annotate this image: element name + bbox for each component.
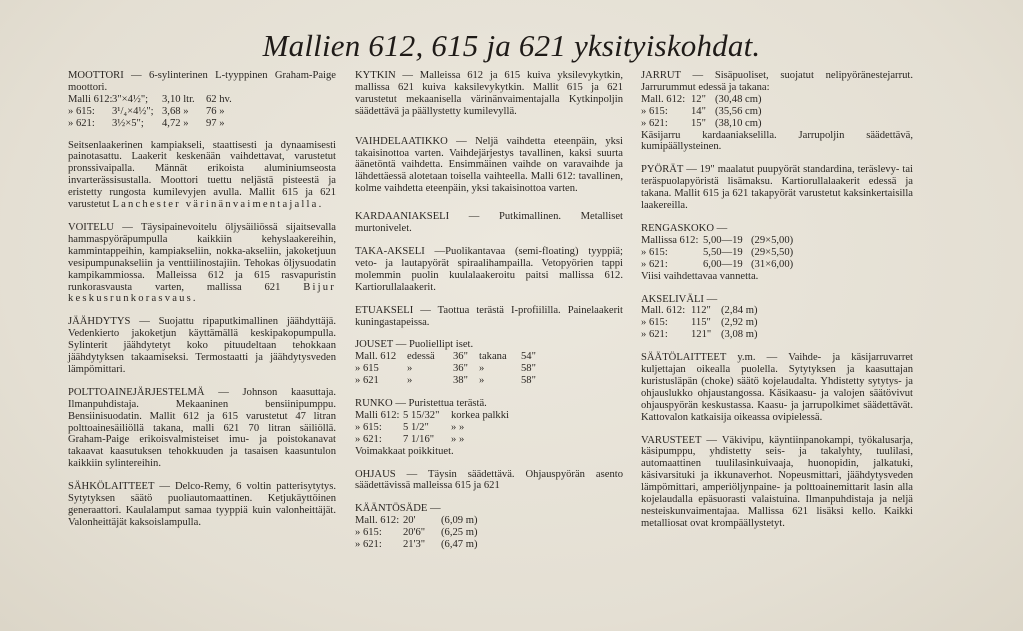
section-jaahdytys [68, 316, 336, 376]
engine-row [68, 106, 336, 118]
turning-metres: (6,25 m) [441, 527, 478, 539]
wheelbase-row [641, 329, 913, 341]
engine-displacement: 3,68 » [162, 105, 189, 117]
spring-front: 38" [453, 375, 468, 387]
brake-model: Mall. 612: [641, 93, 686, 105]
engine-bore-stroke: 3½×5"; [112, 117, 144, 129]
section-ohjaus [355, 469, 623, 493]
frame-row [355, 422, 623, 434]
spring-front: 36" [453, 351, 468, 363]
tyre-size: 5,50—19 [703, 246, 743, 258]
brake-inches: 15" [691, 117, 706, 129]
tyre-size-alt: (29×5,50) [751, 246, 794, 258]
taka-akseli-text: TAKA-AKSELI —Puolikantavaa (semi-floating) tyyppiä; veto- ja lautapyörät spiraalihampailla. Vetopyörien tappi molemmin puolin kuulalaakeroitu paitsi mallissa 612. Kartiorullalaakerit. [355, 245, 623, 293]
tyre-model: » 621: [641, 258, 668, 270]
section-rengaskoko [641, 223, 913, 283]
wheelbase-model: » 621: [641, 329, 668, 341]
engine-model: » 615: [68, 105, 95, 117]
wheelbase-metres: (3,08 m) [721, 329, 758, 341]
spring-row [355, 363, 623, 375]
wheelbase-row [641, 305, 913, 317]
moottori-lanchester: Lanchester värinänvaimentajalla. [112, 199, 324, 211]
section-runko [355, 398, 623, 458]
wheelbase-inches: 115" [691, 317, 711, 329]
brake-row [641, 94, 913, 106]
frame-height: 5 15/32" [403, 409, 440, 421]
column-left [68, 70, 336, 540]
turning-feet: 20'6" [403, 527, 426, 539]
frame-height: 5 1/2" [403, 421, 429, 433]
section-vaihdelaatikko [355, 136, 623, 196]
voitelu-bijur: Bijur keskusrunkorasvaus. [68, 281, 336, 305]
spring-front-label: » [407, 375, 413, 387]
varusteet-text: VARUSTEET — Väkivipu, käyntiinpanokampi, työkalusarja, käsipumppu, yhdistetty seis- ja takalyhty, tuulilasi, automaattinen tuulilasinkuivaaja, huonopidin, jalkatuki, käsivarsituki ja ikkunaverhot. Nopeusmittari, jäähdytysveden lämpömittari, amperiöljynpaine- ja polttoainemittarit lasin alla kojelaudalla epäsuorasti valaistuina. Ilmanpuhdistaja ja neljä nesteiskunvaimentajaa. Mallissa 621 lisäksi kello. Kaikki metalliosat ovat krompäällystetyt. [641, 434, 913, 529]
spring-model: » 621 [355, 375, 379, 387]
turning-feet: 21'3" [403, 539, 426, 551]
etuakseli-text: ETUAKSELI — Taottua terästä I-profiililla. Painelaakerit kuningastapeissa. [355, 304, 623, 328]
spring-model: » 615 [355, 363, 379, 375]
wheelbase-model: » 615: [641, 317, 668, 329]
wheelbase-inches: 112" [691, 305, 711, 317]
tyre-row [641, 247, 913, 259]
tyre-model: » 615: [641, 246, 668, 258]
moottori-body: Seitsenlaakerinen kampiakseli, staattisesti ja dynaamisesti painotasattu. Laakerit keskenään vaihdettavat, varustetut pronssivaipalla. Männät erikoista aluminiumseosta invarterässisustalla. Moottori tuettu neljästä pisteestä ja eristetty rungosta kumilevyjen avulla. Mallit 615 ja 621 varustetut [68, 139, 336, 211]
turning-model: » 621: [355, 539, 382, 551]
spring-front-label: edessä [407, 351, 435, 363]
brake-row [641, 106, 913, 118]
frame-type: » » [451, 421, 465, 433]
turning-row [355, 539, 623, 551]
frame-row [355, 410, 623, 422]
jouset-heading: JOUSET — Puoliellipt iset. [355, 339, 474, 351]
section-akselivali [641, 294, 913, 342]
brake-model: » 615: [641, 105, 668, 117]
turning-row [355, 527, 623, 539]
kardaani-text: KARDAANIAKSELI — Putkimallinen. Metalliset murtonivelet. [355, 211, 623, 235]
section-sahko [68, 481, 336, 529]
saatolaitteet-text: SÄÄTÖLAITTEET y.m. — Vaihde- ja käsijarruvarret kuljettajan oikealla puolella. Sytytyksen ja kaasuttajan kuristusläpän (choke) säätö kojelaudalta. Yhdistetty sytytys- ja ohjauslukko ohjaustangossa. Käsikaasu- ja valojen säätövivut ohjauspyörän keskustassa. Kaasu- ja jarrupolkimet säädettävät. Kattovalon katkaisija oikeassa ovipielessä. [641, 352, 913, 423]
turning-feet: 20' [403, 515, 416, 527]
kytkin-text: KYTKIN — Malleissa 612 ja 615 kuiva yksilevykytkin, mallissa 621 kuiva kaksilevykytkin. Mallit 615 ja 621 varustetut mekaanisella värinänvaimentajalla Kytkinpoljin säädettävä ja päällystetty kumilevyllä. [355, 70, 623, 117]
column-middle [355, 70, 623, 562]
spring-rear: 54" [521, 351, 536, 363]
engine-model: Malli 612: [68, 93, 113, 105]
engine-bore-stroke: 3¹/₄×4½"; [112, 105, 154, 117]
frame-row [355, 434, 623, 446]
frame-type: » » [451, 433, 465, 445]
brake-inches: 14" [691, 105, 706, 117]
turning-metres: (6,09 m) [441, 515, 478, 527]
frame-model: » 615: [355, 421, 382, 433]
brake-cm: (38,10 cm) [715, 117, 762, 129]
section-varusteet [641, 435, 913, 530]
polttoaine-text: POLTTOAINEJÄRJESTELMÄ — Johnson kaasuttaja. Ilmanpuhdistaja. Mekaaninen bensiinipumppu. Bensiinisuodatin. Mallit 612 ja 615 varustetut 47 litran polttoainesäiliöllä takana, malli 621 70 litran säiliöllä. Graham-Paige erikoisvalmisteiset imu- ja poistokanavat takaavat kaasutuksen tehokkuuden ja tasaisen kaasuntulon kaikkiin sylintereihin. [68, 386, 336, 470]
jarrut-text: JARRUT — Sisäpuoliset, suojatut nelipyöränestejarrut. Jarrurummut edessä ja takana: [641, 70, 913, 93]
page-title: Mallien 612, 615 ja 621 yksityiskohdat. [262, 28, 761, 63]
runko-foot: Voimakkaat poikkituet. [355, 445, 454, 457]
jarrut-foot: Käsijarru kardaaniakselilla. Jarrupoljin säädettävä, kumipäällysteinen. [641, 129, 913, 153]
pyorat-text: PYÖRÄT — 19" maalatut puupyörät standardina, teräslevy- tai teräspuolapyöristä lisämaksu. Kartiorullalaakerit edessä ja takana. Mallit 615 ja 621 takapyörät varustetut kaksinkertaisilla laakereilla. [641, 164, 913, 212]
brake-row [641, 118, 913, 130]
ohjaus-text: OHJAUS — Täysin säädettävä. Ohjauspyörän asento säädettävissä malleissa 615 ja 621 [355, 468, 623, 492]
spring-rear-label: » [479, 375, 485, 387]
section-kardaani [355, 211, 623, 235]
rengaskoko-heading: RENGASKOKO — [641, 222, 728, 234]
section-saatolaitteet [641, 352, 913, 423]
voitelu-body: VOITELU — Täysipainevoitelu öljysäiliössä sijaitsevalla hammaspyöräpumpulla kaikkiin kehyslaakereihin, kammintappeihin, kampiakseliin, nokka-akseliin, jakoketjuun vesipumpunakseliin ja venttiilinostajiin. Tehokas öljysuodatin kampikammiossa. Malleissa 612 ja 615 rasvapuristin runkorasvausta varten, mallissa 621 [68, 221, 336, 293]
brake-cm: (35,56 cm) [715, 105, 762, 117]
engine-displacement: 3,10 ltr. [162, 93, 195, 105]
engine-row [68, 118, 336, 130]
engine-power: 76 » [206, 105, 225, 117]
rengaskoko-foot: Viisi vaihdettavaa vannetta. [641, 270, 759, 282]
turning-metres: (6,47 m) [441, 539, 478, 551]
turning-model: » 615: [355, 527, 382, 539]
tyre-row [641, 235, 913, 247]
tyre-size-alt: (29×5,00) [751, 234, 794, 246]
turning-row [355, 515, 623, 527]
spring-row [355, 375, 623, 387]
frame-type: korkea palkki [451, 409, 509, 421]
frame-model: Malli 612: [355, 409, 400, 421]
tyre-size: 6,00—19 [703, 258, 743, 270]
engine-displacement: 4,72 » [162, 117, 189, 129]
section-jarrut [641, 70, 913, 153]
spring-model: Mall. 612 [355, 351, 397, 363]
akselivali-heading: AKSELIVÄLI — [641, 293, 718, 305]
kaantosade-heading: KÄÄNTÖSÄDE — [355, 503, 441, 515]
tyre-model: Mallissa 612: [641, 234, 699, 246]
brake-model: » 621: [641, 117, 668, 129]
engine-model: » 621: [68, 117, 95, 129]
frame-height: 7 1/16" [403, 433, 435, 445]
tyre-size: 5,00—19 [703, 234, 743, 246]
turning-model: Mall. 612: [355, 515, 400, 527]
wheelbase-metres: (2,84 m) [721, 305, 758, 317]
section-etuakseli [355, 305, 623, 329]
section-voitelu [68, 222, 336, 305]
spring-rear: 58" [521, 363, 536, 375]
brake-cm: (30,48 cm) [715, 93, 762, 105]
section-kaantosade [355, 503, 623, 551]
spring-front: 36" [453, 363, 468, 375]
frame-model: » 621: [355, 433, 382, 445]
moottori-text [68, 140, 336, 211]
tyre-size-alt: (31×6,00) [751, 258, 794, 270]
runko-heading: RUNKO — Puristettua terästä. [355, 398, 487, 410]
wheelbase-inches: 121" [691, 329, 712, 341]
engine-bore-stroke: 3"×4½"; [112, 93, 149, 105]
brake-inches: 12" [691, 93, 706, 105]
engine-power: 97 » [206, 117, 225, 129]
section-kytkin [355, 70, 623, 118]
section-jouset [355, 339, 623, 387]
section-polttoaine [68, 387, 336, 470]
moottori-intro: MOOTTORI — 6-sylinterinen L-tyyppinen Graham-Paige moottori. [68, 70, 336, 93]
jaahdytys-text: JÄÄHDYTYS — Suojattu ripaputkimallinen jäähdyttäjä. Vedenkierto jakoketjun käyttämällä keskipakopumpulla. Sylinterit jäähdytetyt koko pituudeltaan tehokkaan jäähdytyksen takaamiseksi. Termostaatti ja jäähdytysveden lämpömittari. [68, 316, 336, 375]
column-right [641, 70, 913, 541]
section-moottori [68, 70, 336, 211]
spring-rear-label: takana [479, 351, 507, 363]
wheelbase-row [641, 317, 913, 329]
spring-rear-label: » [479, 363, 485, 375]
sahko-text: SÄHKÖLAITTEET — Delco-Remy, 6 voltin patterisytytys. Sytytyksen säätö puoliautomaattinen. Ketjukäyttöinen generaattori. Kaulalamput samaa tyyppiä kuin valonheittäjät. Valonheittäjät kaksoislampulla. [68, 481, 336, 528]
engine-power: 62 hv. [206, 93, 232, 105]
spring-row [355, 351, 623, 363]
spring-rear: 58" [521, 375, 536, 387]
section-pyorat [641, 164, 913, 212]
tyre-row [641, 259, 913, 271]
wheelbase-metres: (2,92 m) [721, 317, 758, 329]
spring-front-label: » [407, 363, 413, 375]
vaihdelaatikko-text: VAIHDELAATIKKO — Neljä vaihdetta eteenpäin, yksi takaisinottoa varten. Vaihdejärjestys tavallinen, kaksi suurta äänetöntä vaihdetta. Ensimmäinen vaihde on varavaihde ja lähdettäessä alotetaan toisella vaihteella. Malli 612: tavallinen, kolme vaihdetta eteenpäin, yksi takaisinottoa varten. [355, 135, 623, 195]
spacer [68, 130, 336, 140]
voitelu-text [68, 222, 336, 305]
wheelbase-model: Mall. 612: [641, 305, 686, 317]
engine-row [68, 94, 336, 106]
section-taka-akseli [355, 246, 623, 294]
